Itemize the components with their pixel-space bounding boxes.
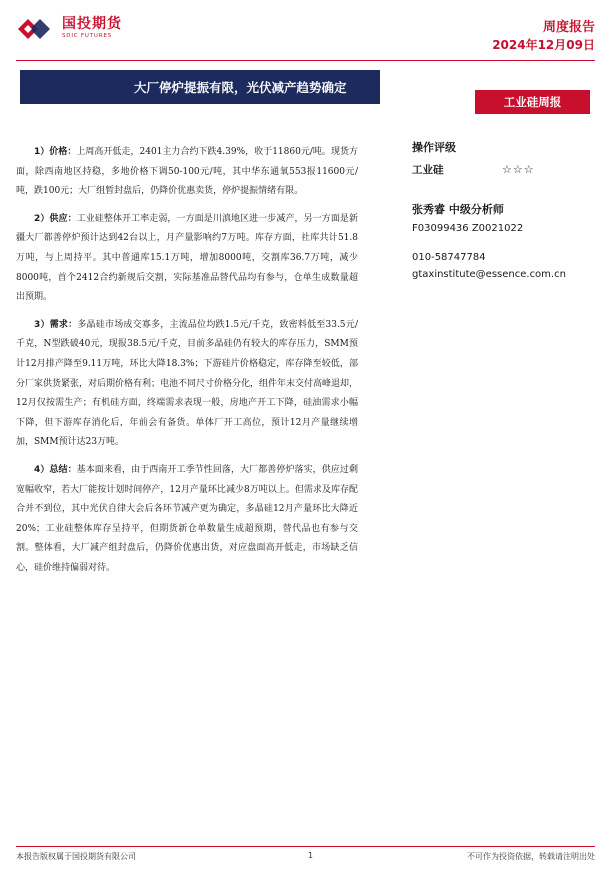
paragraph-summary (16, 461, 358, 579)
paragraph-text: 基本面来看，由于西南开工季节性回落，大厂都善停炉落实，供应过剩宽幅收窄，若大厂能按计划时间停产，12月产量环比减少8万吨以上。但需求及库存配合并不到位，其中光伏自律大会后各环节减产更为确定，多晶硅12月产量环比大降近20%；工业硅整体库存呈持平，但期货新仓单数量生成超预期，替代品也有参与交割。整体看，大厂减产组封盘后，仍降价优惠出货，对应盘面高开低走，市场缺乏信心，硅价维持偏弱对待。 (16, 464, 358, 573)
footer-disclaimer: 不可作为投资依据，转载请注明出处 (467, 852, 595, 861)
paragraph-text: 工业硅整体开工率走弱，一方面是川滇地区进一步减产，另一方面是新疆大厂都善停炉预计达到42台以上，月产量影响约7万吨。库存方面，社库共计51.8万吨，与上周持平。其中普通库15.1万吨，增加8000吨，交割库36.7万吨，减少8000吨，首个2412合约新规后交割，实际基准品替代品均有参与，仓单生成数量超出预期。 (16, 213, 358, 303)
footer-copyright: 本报告版权属于国投期货有限公司 (16, 852, 136, 861)
paragraph-heading: 1）价格： (34, 147, 77, 157)
report-category-tag: 工业硅周报 (503, 95, 562, 109)
contact-phone: 010-58747784 (412, 252, 486, 263)
paragraph-heading: 3）需求： (34, 319, 78, 330)
paragraph-text: 多晶硅市场成交寡多，主流品位均跌1.5元/千克，致密料低至33.5元/千克，N型跌破40元，现报38.5元/千克，目前多晶硅仍有较大的库存压力，SMM预计12月排产降至9.11万吨，环比大降18.3%；下游硅片价格稳定，库存降至较低，部分厂家供货紧张，对后期价格有利；电池不同尺寸价格分化，组件年末交付高峰退却，12月仅按需生产；有机硅方面，终端需求表现一般，房地产开工下降，硅油需求小幅下降，但下游库存消化后，年前会有备货。单体厂开工高位，预计12月产量继续增加，SMM预计达23万吨。 (16, 319, 359, 448)
paragraph-text: 上周高开低走，2401主力合约下跌4.39%，收于11860元/吨。现货方面，除西南地区持稳，多地价格下调50-100元/吨，其中华东通氧553报11600元/吨，跌100元；大厂组暂封盘后，仍降价优惠卖货，停炉提振情绪有限。 (16, 147, 358, 197)
rating-product: 工业硅 (412, 164, 444, 176)
paragraph-supply (16, 210, 358, 308)
report-type: 周度报告 (542, 20, 595, 35)
header-divider (16, 60, 595, 61)
paragraph-heading: 2）供应： (34, 213, 77, 224)
contact-email[interactable]: gtaxinstitute@essence.com.cn (412, 269, 566, 280)
sidebar (412, 140, 612, 280)
footer-divider (16, 846, 595, 847)
company-logo (16, 16, 122, 42)
report-body (16, 143, 358, 586)
rating-heading: 操作评级 (412, 141, 456, 154)
report-date: 2024年12月09日 (492, 38, 595, 52)
page-number: 1 (308, 851, 314, 860)
banner-tag-box (475, 90, 590, 114)
rating-row (412, 162, 612, 177)
report-title: 大厂停炉提振有限，光伏减产趋势确定 (134, 80, 347, 95)
analyst-certificates: F03099436 Z0021022 (412, 223, 524, 234)
analyst-name: 张秀睿 中级分析师 (412, 203, 504, 216)
logo-english-name: SDIC FUTURES (62, 33, 112, 39)
logo-chinese-name: 国投期货 (62, 16, 122, 32)
paragraph-price (16, 143, 358, 202)
paragraph-demand (16, 316, 358, 453)
title-banner (20, 70, 593, 114)
paragraph-heading: 4）总结： (34, 464, 77, 475)
company-logo-icon (16, 16, 56, 42)
star-rating-icon: ☆☆☆ (502, 163, 535, 176)
